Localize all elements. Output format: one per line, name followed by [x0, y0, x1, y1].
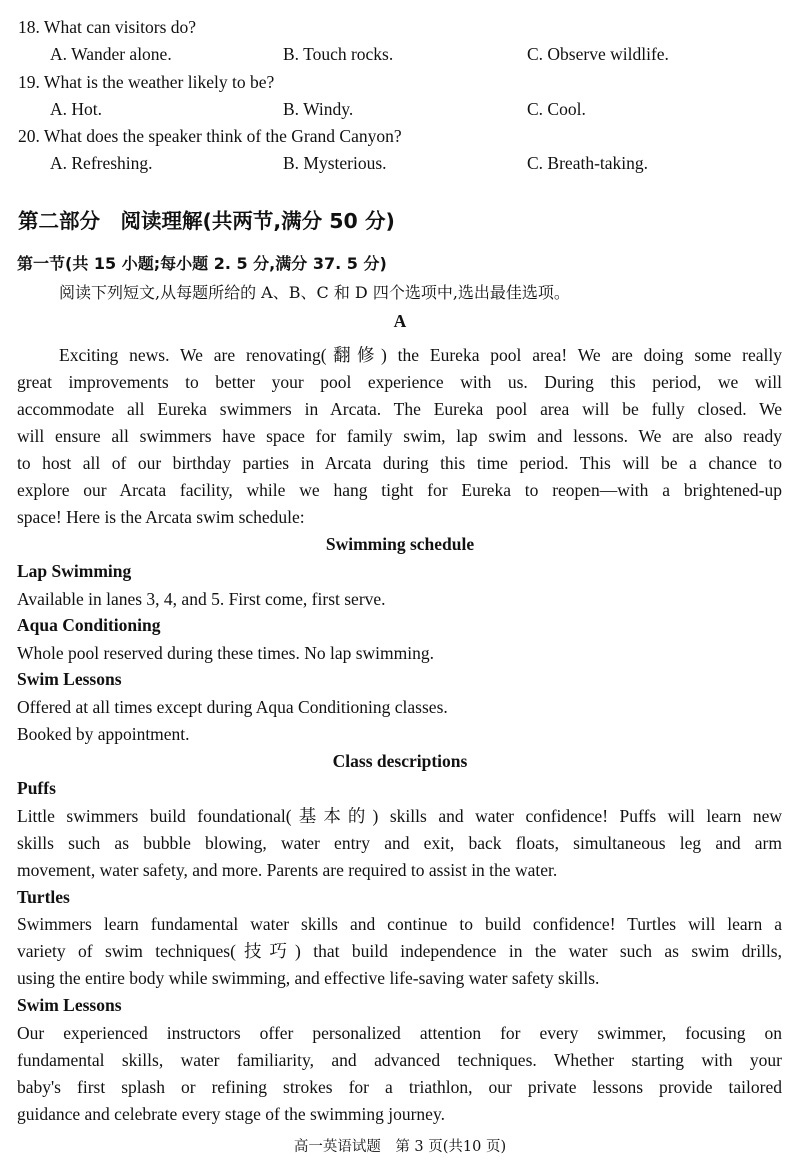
turtles-line: using the entire body while swimming, and effective life-saving water safety skills. — [17, 968, 600, 988]
swim-lessons-line: Our experienced instructors offer personalized attention for every swimmer, focusing on — [17, 1023, 782, 1043]
question-20-options — [17, 150, 782, 177]
section-one-title — [17, 250, 782, 277]
intro-line: to host all of our birthday parties in Arcata during this time period. This will be a chance to — [17, 453, 782, 473]
instruction-text: 阅读下列短文,从每题所给的 A、B、C 和 D 四个选项中,选出最佳选项。 — [59, 283, 570, 302]
option-b: B. Touch rocks. — [283, 44, 394, 64]
question-18-options — [17, 41, 782, 68]
intro-line: accommodate all Eureka swimmers in Arcata. The Eureka pool area will be fully closed. We — [17, 399, 782, 419]
question-19-options — [17, 96, 782, 123]
option-a: A. Wander alone. — [50, 44, 172, 64]
swim-lessons-line: guidance and celebrate every stage of the swimming journey. — [17, 1104, 445, 1124]
swim-lessons-line: fundamental skills, water familiarity, and advanced techniques. Whether starting with your — [17, 1050, 782, 1070]
puffs-line: skills such as bubble blowing, water entry and exit, back floats, simultaneous leg and arm — [17, 833, 782, 853]
question-19-stem: 19. What is the weather likely to be? — [18, 72, 275, 92]
question-20-stem: 20. What does the speaker think of the Grand Canyon? — [18, 126, 402, 146]
swim-lessons-text: Offered at all times except during Aqua Conditioning classes. — [17, 697, 448, 717]
intro-line: space! Here is the Arcata swim schedule: — [17, 507, 305, 527]
option-a: A. Refreshing. — [50, 153, 153, 173]
schedule-title: Swimming schedule — [325, 534, 475, 554]
class-descriptions-title: Class descriptions — [332, 751, 468, 771]
option-c: C. Cool. — [527, 99, 586, 119]
option-b: B. Mysterious. — [283, 153, 387, 173]
puffs-heading: Puffs — [17, 778, 56, 798]
intro-line: explore our Arcata facility, while we hang tight for Eureka to reopen—with a brightened-up — [17, 480, 782, 500]
option-c: C. Observe wildlife. — [527, 44, 669, 64]
puffs-line: Little swimmers build foundational(基本的) skills and water confidence! Puffs will learn new — [17, 806, 782, 826]
swim-lessons-heading: Swim Lessons — [17, 669, 122, 689]
page-footer: 高一英语试题 第 3 页(共10 页) — [293, 1139, 507, 1155]
swim-lessons-desc-heading: Swim Lessons — [17, 995, 122, 1015]
swim-lessons-line: baby's first splash or refining strokes for a triathlon, our private lessons provide tailored — [17, 1077, 782, 1097]
option-b: B. Windy. — [283, 99, 354, 119]
intro-line: Exciting news. We are renovating(翻修) the Eureka pool area! We are doing some really — [59, 345, 782, 365]
option-a: A. Hot. — [50, 99, 103, 119]
lap-swimming-text: Available in lanes 3, 4, and 5. First come, first serve. — [17, 589, 386, 609]
section-one-label: 第一节(共 15 小题;每小题 2. 5 分,满分 37. 5 分) — [17, 254, 387, 273]
question-18-stem: 18. What can visitors do? — [18, 17, 197, 37]
puffs-line: movement, water safety, and more. Parents are required to assist in the water. — [17, 860, 558, 880]
part-two-title: 第二部分 阅读理解(共两节,满分 50 分) — [18, 209, 395, 233]
aqua-conditioning-text: Whole pool reserved during these times. No lap swimming. — [17, 643, 435, 663]
intro-line: will ensure all swimmers have space for family swim, lap swim and lessons. We are also ready — [17, 426, 782, 446]
turtles-line: variety of swim techniques(技巧) that build independence in the water such as swim drills, — [17, 941, 782, 961]
intro-line: great improvements to better your pool experience with us. During this period, we will — [17, 372, 782, 392]
turtles-heading: Turtles — [17, 887, 70, 907]
swim-lessons-text: Booked by appointment. — [17, 724, 190, 744]
turtles-line: Swimmers learn fundamental water skills and continue to build confidence! Turtles will learn a — [17, 914, 782, 934]
aqua-conditioning-heading: Aqua Conditioning — [17, 615, 161, 635]
option-c: C. Breath-taking. — [527, 153, 649, 173]
passage-letter: A — [393, 311, 407, 331]
lap-swimming-heading: Lap Swimming — [17, 561, 132, 581]
